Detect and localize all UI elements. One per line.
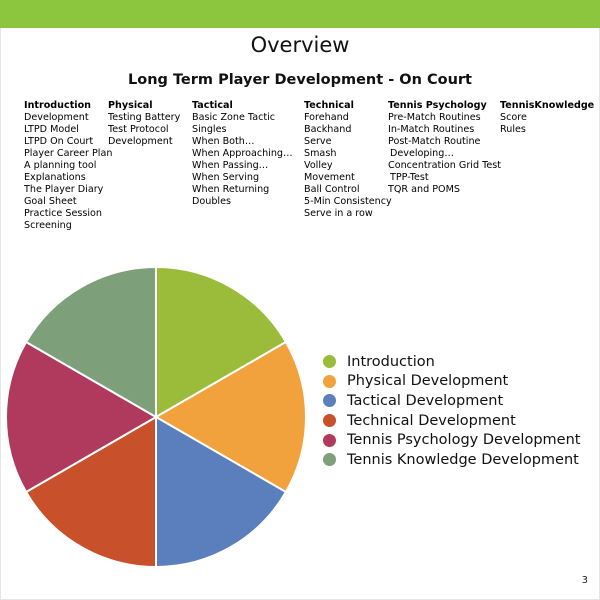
list-item[interactable]: When Approaching…: [192, 148, 293, 159]
legend-item: [323, 391, 580, 411]
legend-label: Tennis Knowledge Development: [347, 451, 579, 468]
list-item[interactable]: TPP-Test: [390, 172, 429, 183]
list-item[interactable]: Serve: [304, 136, 332, 147]
legend-item: [323, 372, 580, 392]
list-item[interactable]: Goal Sheet: [24, 196, 77, 207]
list-item[interactable]: Explanations: [24, 172, 86, 183]
list-item[interactable]: Test Protocol: [108, 124, 169, 135]
legend-label: Introduction: [347, 353, 435, 370]
list-item[interactable]: When Returning: [192, 184, 270, 195]
list-item[interactable]: Practice Session: [24, 208, 102, 219]
list-item[interactable]: Developing…: [390, 148, 454, 159]
column-header: TennisKnowledge: [500, 100, 595, 111]
list-item[interactable]: Ball Control: [304, 184, 360, 195]
list-item[interactable]: Backhand: [304, 124, 352, 135]
legend-item: [323, 430, 580, 450]
legend-label: Tactical Development: [347, 392, 504, 409]
list-item[interactable]: The Player Diary: [24, 184, 104, 195]
list-item[interactable]: Smash: [304, 148, 337, 159]
list-item[interactable]: Testing Battery: [108, 112, 181, 123]
column-header: Physical: [108, 100, 153, 111]
legend-label: Technical Development: [347, 412, 516, 429]
column-header: Introduction: [24, 100, 91, 111]
list-item[interactable]: Post-Match Routine: [388, 136, 481, 147]
legend-dot-icon: [323, 394, 336, 407]
legend-item: [323, 450, 580, 470]
list-item[interactable]: 5-Min Consistency: [304, 196, 392, 207]
list-item[interactable]: Screening: [24, 220, 72, 231]
list-item[interactable]: LTPD On Court: [24, 136, 94, 147]
slide-title: Overview: [250, 33, 350, 57]
list-item[interactable]: Forehand: [304, 112, 349, 123]
column-technical: [304, 100, 392, 220]
column-tennis-knowledge: [500, 100, 594, 136]
legend-dot-icon: [323, 434, 336, 447]
legend-dot-icon: [323, 453, 336, 466]
list-item[interactable]: LTPD Model: [24, 124, 79, 135]
column-physical: [108, 100, 180, 148]
list-item[interactable]: TQR and POMS: [388, 184, 460, 195]
list-item[interactable]: Concentration Grid Test: [388, 160, 501, 171]
list-item[interactable]: When Passing…: [192, 160, 269, 171]
list-item[interactable]: Rules: [500, 124, 526, 135]
page-number: 3: [581, 575, 588, 586]
list-item[interactable]: Development: [108, 136, 173, 147]
list-item[interactable]: In-Match Routines: [388, 124, 475, 135]
legend-label: Physical Development: [347, 373, 509, 390]
list-item[interactable]: Volley: [304, 160, 333, 171]
list-item[interactable]: A planning tool: [24, 160, 97, 171]
list-item[interactable]: When Serving: [192, 172, 260, 183]
list-item[interactable]: Basic Zone Tactic: [192, 112, 276, 123]
column-header: Technical: [304, 100, 354, 111]
pie-chart: [0, 262, 320, 574]
list-item[interactable]: Singles: [192, 124, 227, 135]
list-item[interactable]: Development: [24, 112, 89, 123]
column-header: Tennis Psychology: [388, 100, 487, 111]
list-item[interactable]: Doubles: [192, 196, 231, 207]
legend-label: Tennis Psychology Development: [347, 432, 581, 449]
legend-item: [323, 352, 580, 372]
column-tennis-psychology: [388, 100, 501, 196]
chart-legend: [323, 352, 580, 470]
top-accent-bar: [0, 0, 600, 28]
list-item[interactable]: Pre-Match Routines: [388, 112, 481, 123]
list-item[interactable]: When Both…: [192, 136, 255, 147]
legend-item: [323, 411, 580, 431]
column-header: Tactical: [192, 100, 233, 111]
list-item[interactable]: Serve in a row: [304, 208, 373, 219]
column-tactical: [192, 100, 293, 208]
slide-subtitle: Long Term Player Development - On Court: [128, 72, 472, 88]
list-item[interactable]: Movement: [304, 172, 355, 183]
list-item[interactable]: Score: [500, 112, 527, 123]
legend-dot-icon: [323, 375, 336, 388]
list-item[interactable]: Player Career Plan: [24, 148, 113, 159]
column-introduction: [24, 100, 112, 232]
legend-dot-icon: [323, 355, 336, 368]
legend-dot-icon: [323, 414, 336, 427]
